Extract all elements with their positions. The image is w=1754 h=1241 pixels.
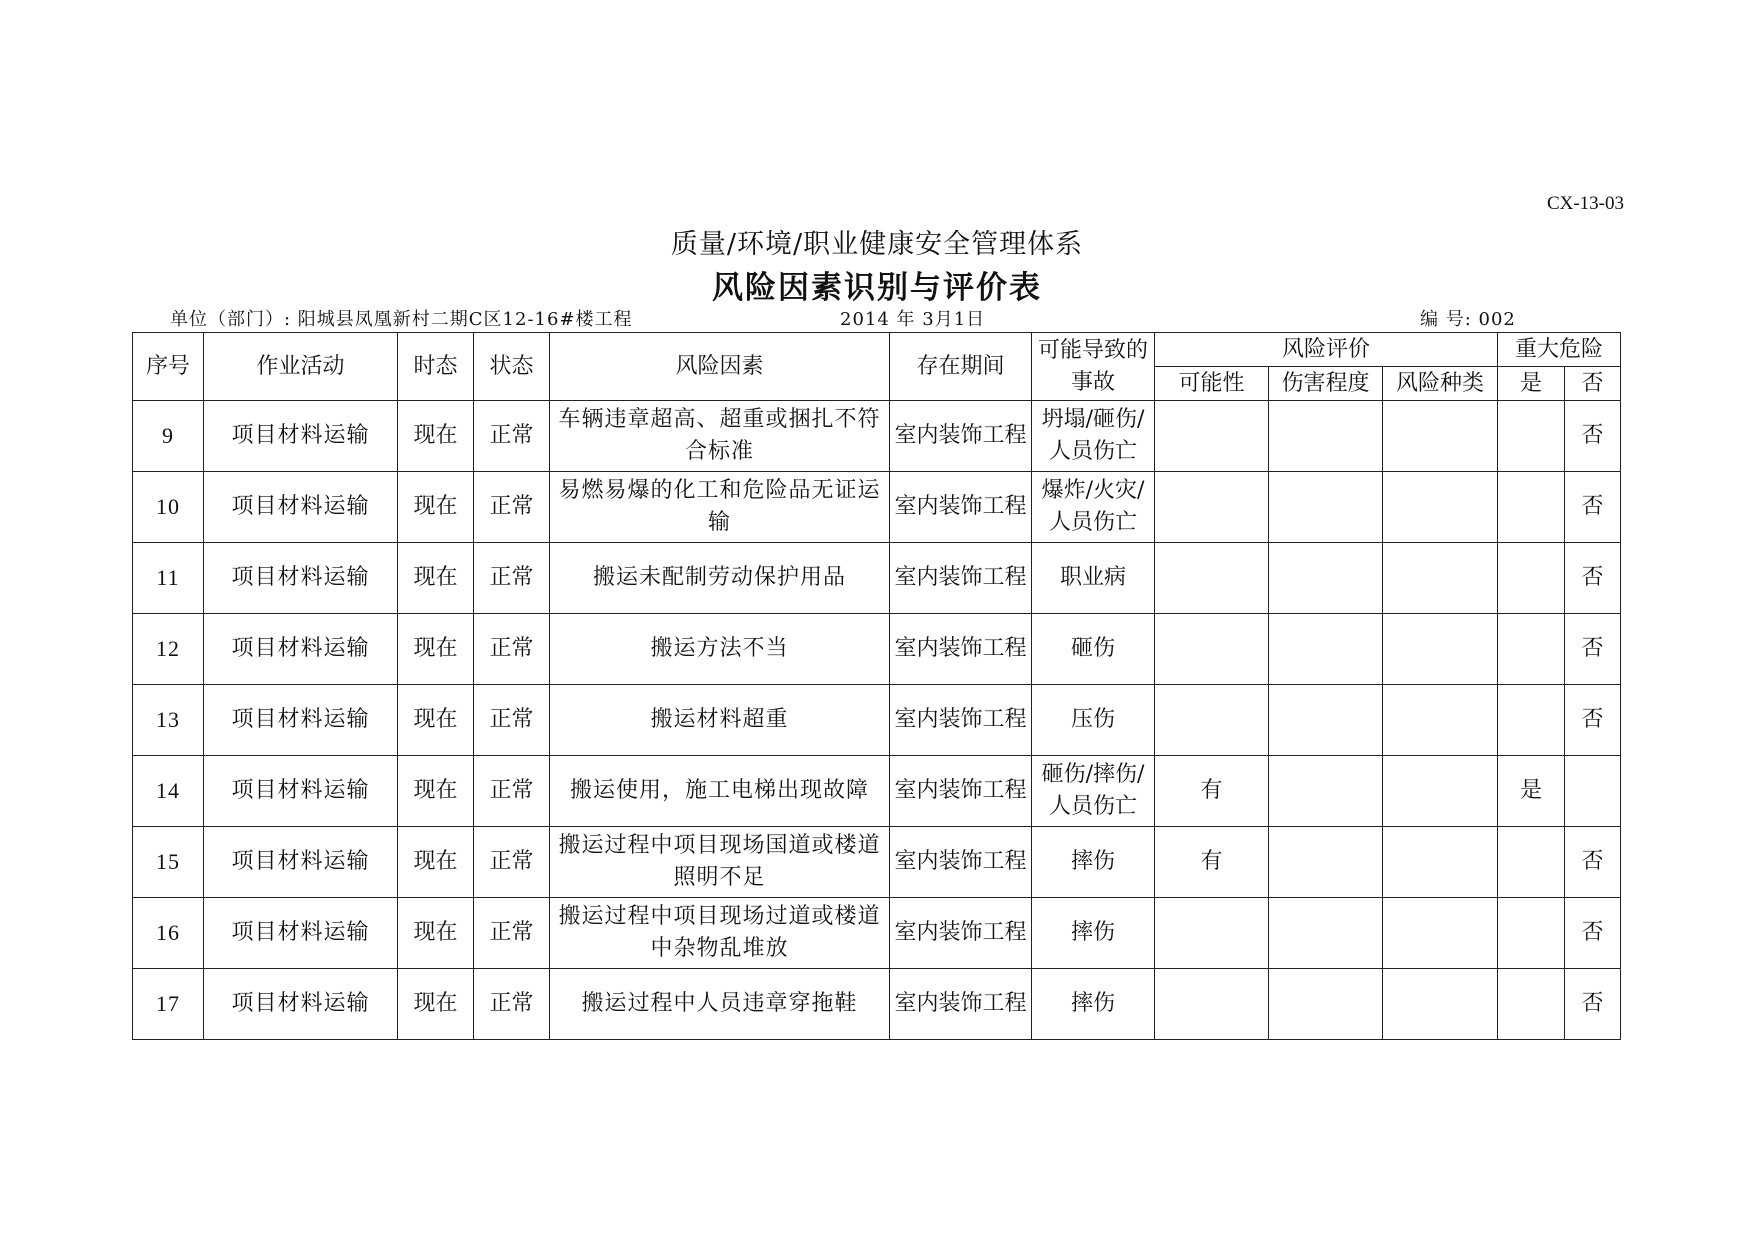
cell-likelihood: 有 bbox=[1155, 827, 1269, 898]
cell-major-no: 否 bbox=[1565, 898, 1621, 969]
cell-major-yes bbox=[1498, 969, 1565, 1040]
cell-seq: 15 bbox=[133, 827, 204, 898]
cell-state: 正常 bbox=[474, 472, 550, 543]
header-risk-factor: 风险因素 bbox=[550, 333, 890, 401]
cell-likelihood bbox=[1155, 685, 1269, 756]
cell-seq: 10 bbox=[133, 472, 204, 543]
cell-risk-type bbox=[1383, 614, 1498, 685]
cell-risk-factor: 搬运使用，施工电梯出现故障 bbox=[550, 756, 890, 827]
cell-period: 室内装饰工程 bbox=[890, 827, 1032, 898]
cell-risk-type bbox=[1383, 827, 1498, 898]
form-date: 2014 年 3月1日 bbox=[840, 309, 986, 330]
cell-activity: 项目材料运输 bbox=[204, 472, 398, 543]
cell-major-yes bbox=[1498, 472, 1565, 543]
cell-major-yes bbox=[1498, 401, 1565, 472]
cell-activity: 项目材料运输 bbox=[204, 969, 398, 1040]
cell-accident: 压伤 bbox=[1032, 685, 1155, 756]
cell-major-yes bbox=[1498, 685, 1565, 756]
cell-risk-factor: 搬运过程中项目现场国道或楼道照明不足 bbox=[550, 827, 890, 898]
cell-tense: 现在 bbox=[398, 543, 474, 614]
cell-major-no: 否 bbox=[1565, 685, 1621, 756]
cell-seq: 14 bbox=[133, 756, 204, 827]
header-tense: 时态 bbox=[398, 333, 474, 401]
cell-seq: 17 bbox=[133, 969, 204, 1040]
cell-major-no: 否 bbox=[1565, 614, 1621, 685]
cell-risk-type bbox=[1383, 472, 1498, 543]
cell-period: 室内装饰工程 bbox=[890, 401, 1032, 472]
cell-seq: 9 bbox=[133, 401, 204, 472]
cell-state: 正常 bbox=[474, 898, 550, 969]
cell-state: 正常 bbox=[474, 685, 550, 756]
header-no: 否 bbox=[1565, 367, 1621, 401]
table-row bbox=[133, 472, 1621, 543]
unit-department: 单位（部门）: 阳城县凤凰新村二期C区12-16#楼工程 bbox=[170, 309, 633, 330]
table-body bbox=[133, 401, 1621, 1040]
cell-risk-type bbox=[1383, 543, 1498, 614]
header-risk-type: 风险种类 bbox=[1383, 367, 1498, 401]
header-yes: 是 bbox=[1498, 367, 1565, 401]
cell-state: 正常 bbox=[474, 614, 550, 685]
cell-tense: 现在 bbox=[398, 898, 474, 969]
header-evaluation: 风险评价 bbox=[1155, 333, 1498, 367]
cell-severity bbox=[1269, 685, 1383, 756]
cell-severity bbox=[1269, 898, 1383, 969]
cell-tense: 现在 bbox=[398, 756, 474, 827]
cell-severity bbox=[1269, 827, 1383, 898]
cell-likelihood bbox=[1155, 898, 1269, 969]
table-row bbox=[133, 969, 1621, 1040]
cell-accident: 爆炸/火灾/人员伤亡 bbox=[1032, 472, 1155, 543]
cell-likelihood bbox=[1155, 543, 1269, 614]
cell-seq: 11 bbox=[133, 543, 204, 614]
cell-state: 正常 bbox=[474, 543, 550, 614]
cell-risk-factor: 搬运过程中项目现场过道或楼道中杂物乱堆放 bbox=[550, 898, 890, 969]
cell-major-no: 否 bbox=[1565, 472, 1621, 543]
cell-accident: 摔伤 bbox=[1032, 827, 1155, 898]
cell-period: 室内装饰工程 bbox=[890, 614, 1032, 685]
cell-activity: 项目材料运输 bbox=[204, 401, 398, 472]
cell-major-no: 否 bbox=[1565, 401, 1621, 472]
table-row bbox=[133, 614, 1621, 685]
cell-accident: 职业病 bbox=[1032, 543, 1155, 614]
cell-period: 室内装饰工程 bbox=[890, 685, 1032, 756]
cell-period: 室内装饰工程 bbox=[890, 756, 1032, 827]
risk-assessment-table bbox=[132, 332, 1621, 1040]
cell-period: 室内装饰工程 bbox=[890, 472, 1032, 543]
cell-period: 室内装饰工程 bbox=[890, 969, 1032, 1040]
table-row bbox=[133, 685, 1621, 756]
cell-risk-factor: 搬运材料超重 bbox=[550, 685, 890, 756]
header-activity: 作业活动 bbox=[204, 333, 398, 401]
cell-likelihood bbox=[1155, 969, 1269, 1040]
cell-severity bbox=[1269, 969, 1383, 1040]
cell-seq: 12 bbox=[133, 614, 204, 685]
cell-tense: 现在 bbox=[398, 472, 474, 543]
cell-tense: 现在 bbox=[398, 614, 474, 685]
cell-tense: 现在 bbox=[398, 969, 474, 1040]
cell-major-yes bbox=[1498, 543, 1565, 614]
cell-activity: 项目材料运输 bbox=[204, 756, 398, 827]
cell-severity bbox=[1269, 614, 1383, 685]
cell-major-no bbox=[1565, 756, 1621, 827]
cell-activity: 项目材料运输 bbox=[204, 827, 398, 898]
cell-severity bbox=[1269, 543, 1383, 614]
cell-major-no: 否 bbox=[1565, 827, 1621, 898]
system-title: 质量/环境/职业健康安全管理体系 bbox=[670, 229, 1084, 260]
cell-severity bbox=[1269, 756, 1383, 827]
document-code: CX-13-03 bbox=[1546, 193, 1624, 214]
cell-activity: 项目材料运输 bbox=[204, 898, 398, 969]
cell-major-yes: 是 bbox=[1498, 756, 1565, 827]
cell-likelihood bbox=[1155, 401, 1269, 472]
table-row bbox=[133, 401, 1621, 472]
cell-risk-type bbox=[1383, 898, 1498, 969]
header-period: 存在期间 bbox=[890, 333, 1032, 401]
header-major-risk: 重大危险 bbox=[1498, 333, 1621, 367]
header-seq: 序号 bbox=[133, 333, 204, 401]
cell-tense: 现在 bbox=[398, 827, 474, 898]
cell-risk-factor: 车辆违章超高、超重或捆扎不符合标准 bbox=[550, 401, 890, 472]
header-severity: 伤害程度 bbox=[1269, 367, 1383, 401]
table-row bbox=[133, 756, 1621, 827]
cell-risk-factor: 搬运过程中人员违章穿拖鞋 bbox=[550, 969, 890, 1040]
table-row bbox=[133, 898, 1621, 969]
cell-period: 室内装饰工程 bbox=[890, 898, 1032, 969]
cell-likelihood: 有 bbox=[1155, 756, 1269, 827]
cell-major-no: 否 bbox=[1565, 543, 1621, 614]
cell-state: 正常 bbox=[474, 827, 550, 898]
cell-activity: 项目材料运输 bbox=[204, 685, 398, 756]
cell-period: 室内装饰工程 bbox=[890, 543, 1032, 614]
cell-tense: 现在 bbox=[398, 685, 474, 756]
cell-likelihood bbox=[1155, 614, 1269, 685]
cell-activity: 项目材料运输 bbox=[204, 543, 398, 614]
cell-accident: 摔伤 bbox=[1032, 969, 1155, 1040]
cell-risk-factor: 易燃易爆的化工和危险品无证运输 bbox=[550, 472, 890, 543]
form-number: 编 号: 002 bbox=[1420, 309, 1516, 330]
cell-risk-type bbox=[1383, 401, 1498, 472]
cell-risk-type bbox=[1383, 685, 1498, 756]
header-state: 状态 bbox=[474, 333, 550, 401]
cell-activity: 项目材料运输 bbox=[204, 614, 398, 685]
cell-accident: 砸伤/摔伤/人员伤亡 bbox=[1032, 756, 1155, 827]
cell-state: 正常 bbox=[474, 969, 550, 1040]
form-title: 风险因素识别与评价表 bbox=[712, 270, 1042, 306]
cell-likelihood bbox=[1155, 472, 1269, 543]
cell-accident: 坍塌/砸伤/人员伤亡 bbox=[1032, 401, 1155, 472]
cell-accident: 摔伤 bbox=[1032, 898, 1155, 969]
cell-major-yes bbox=[1498, 898, 1565, 969]
cell-risk-factor: 搬运未配制劳动保护用品 bbox=[550, 543, 890, 614]
cell-severity bbox=[1269, 401, 1383, 472]
cell-seq: 13 bbox=[133, 685, 204, 756]
cell-state: 正常 bbox=[474, 756, 550, 827]
cell-major-no: 否 bbox=[1565, 969, 1621, 1040]
cell-seq: 16 bbox=[133, 898, 204, 969]
cell-risk-type bbox=[1383, 756, 1498, 827]
cell-major-yes bbox=[1498, 614, 1565, 685]
cell-risk-type bbox=[1383, 969, 1498, 1040]
cell-state: 正常 bbox=[474, 401, 550, 472]
header-accident: 可能导致的事故 bbox=[1032, 333, 1155, 401]
table-row bbox=[133, 827, 1621, 898]
cell-accident: 砸伤 bbox=[1032, 614, 1155, 685]
cell-tense: 现在 bbox=[398, 401, 474, 472]
cell-major-yes bbox=[1498, 827, 1565, 898]
table-row bbox=[133, 543, 1621, 614]
cell-severity bbox=[1269, 472, 1383, 543]
header-likelihood: 可能性 bbox=[1155, 367, 1269, 401]
cell-risk-factor: 搬运方法不当 bbox=[550, 614, 890, 685]
